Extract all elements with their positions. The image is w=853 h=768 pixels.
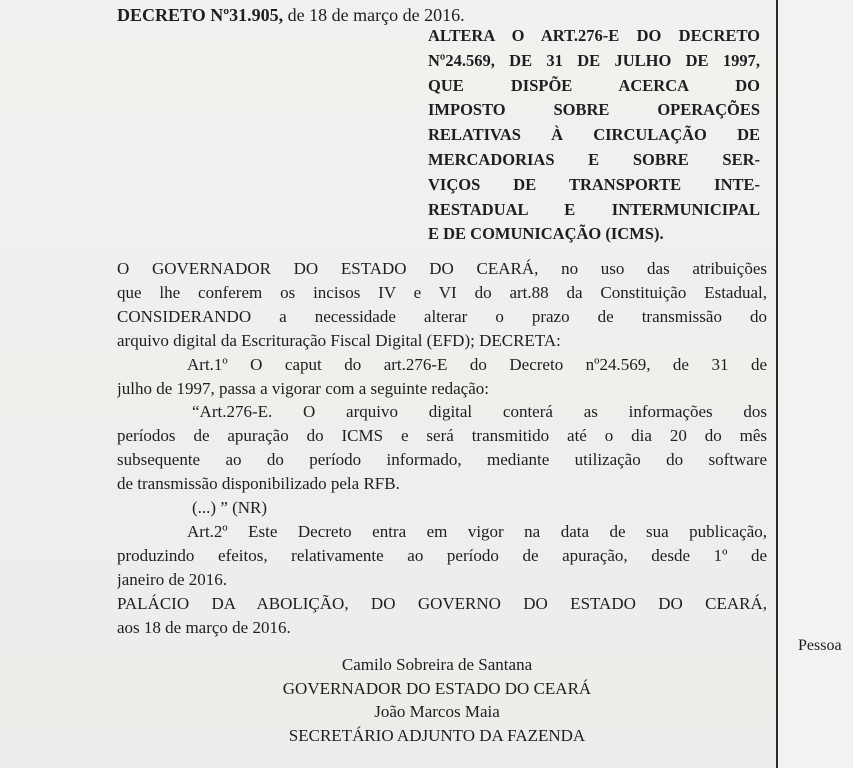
decree-number: DECRETO Nº31.905, — [117, 5, 284, 25]
summary-line: MERCADORIAS E SOBRE SER- — [428, 149, 760, 169]
decree-title — [117, 5, 465, 26]
body-line: julho de 1997, passa a vigorar com a seguinte redação: — [117, 378, 489, 398]
adjacent-column-text: Pessoa — [798, 637, 842, 654]
decree-body — [117, 257, 767, 640]
ellipsis-line: (...) ” (NR) — [192, 498, 268, 518]
body-line: de transmissão disponibilizado pela RFB. — [117, 474, 400, 494]
summary-line: RESTADUAL E INTERMUNICIPAL — [428, 199, 760, 219]
decree-date: de 18 de março de 2016. — [283, 5, 465, 25]
summary-line: Nº24.569, DE 31 DE JULHO DE 1997, — [428, 50, 760, 70]
body-line: O GOVERNADOR DO ESTADO DO CEARÁ, no uso das atribuições — [117, 259, 767, 278]
summary-line: VIÇOS DE TRANSPORTE INTE- — [428, 174, 760, 194]
summary-line: E DE COMUNICAÇÃO (ICMS). — [428, 224, 664, 244]
secretary-name: João Marcos Maia — [374, 702, 500, 721]
body-line: arquivo digital da Escrituração Fiscal Digital (EFD); DECRETA: — [117, 330, 561, 350]
article-2-line: Art.2º Este Decreto entra em vigor na data de sua publicação, — [187, 521, 767, 541]
summary-line: IMPOSTO SOBRE OPERAÇÕES — [428, 100, 760, 120]
body-line: subsequente ao do período informado, mediante utilização do software — [117, 450, 767, 470]
governor-name: Camilo Sobreira de Santana — [341, 655, 533, 674]
date-line: aos 18 de março de 2016. — [117, 617, 291, 637]
summary-line: ALTERA O ART.276-E DO DECRETO — [428, 26, 760, 45]
place-line: PALÁCIO DA ABOLIÇÃO, DO GOVERNO DO ESTADO DO CEARÁ, — [117, 593, 767, 613]
signature-block — [117, 653, 757, 747]
secretary-title: SECRETÁRIO ADJUNTO DA FAZENDA — [288, 725, 586, 745]
quoted-article-line: “Art.276-E. O arquivo digital conterá as informações dos — [192, 402, 767, 422]
body-line: janeiro de 2016. — [117, 569, 227, 589]
body-line: períodos de apuração do ICMS e será transmitido até o dia 20 do mês — [117, 426, 767, 446]
body-line: que lhe conferem os incisos IV e VI do art.88 da Constituição Estadual, — [117, 282, 767, 302]
decree-summary — [428, 24, 760, 247]
body-line: produzindo efeitos, relativamente ao período de apuração, desde 1º de — [117, 545, 767, 565]
summary-line: QUE DISPÕE ACERCA DO — [428, 75, 760, 95]
article-1-line: Art.1º O caput do art.276-E do Decreto nº24.569, de 31 de — [187, 354, 767, 374]
summary-line: RELATIVAS À CIRCULAÇÃO DE — [428, 125, 760, 145]
body-line: CONSIDERANDO a necessidade alterar o prazo de transmissão do — [117, 306, 767, 326]
governor-title: GOVERNADOR DO ESTADO DO CEARÁ — [282, 678, 592, 698]
